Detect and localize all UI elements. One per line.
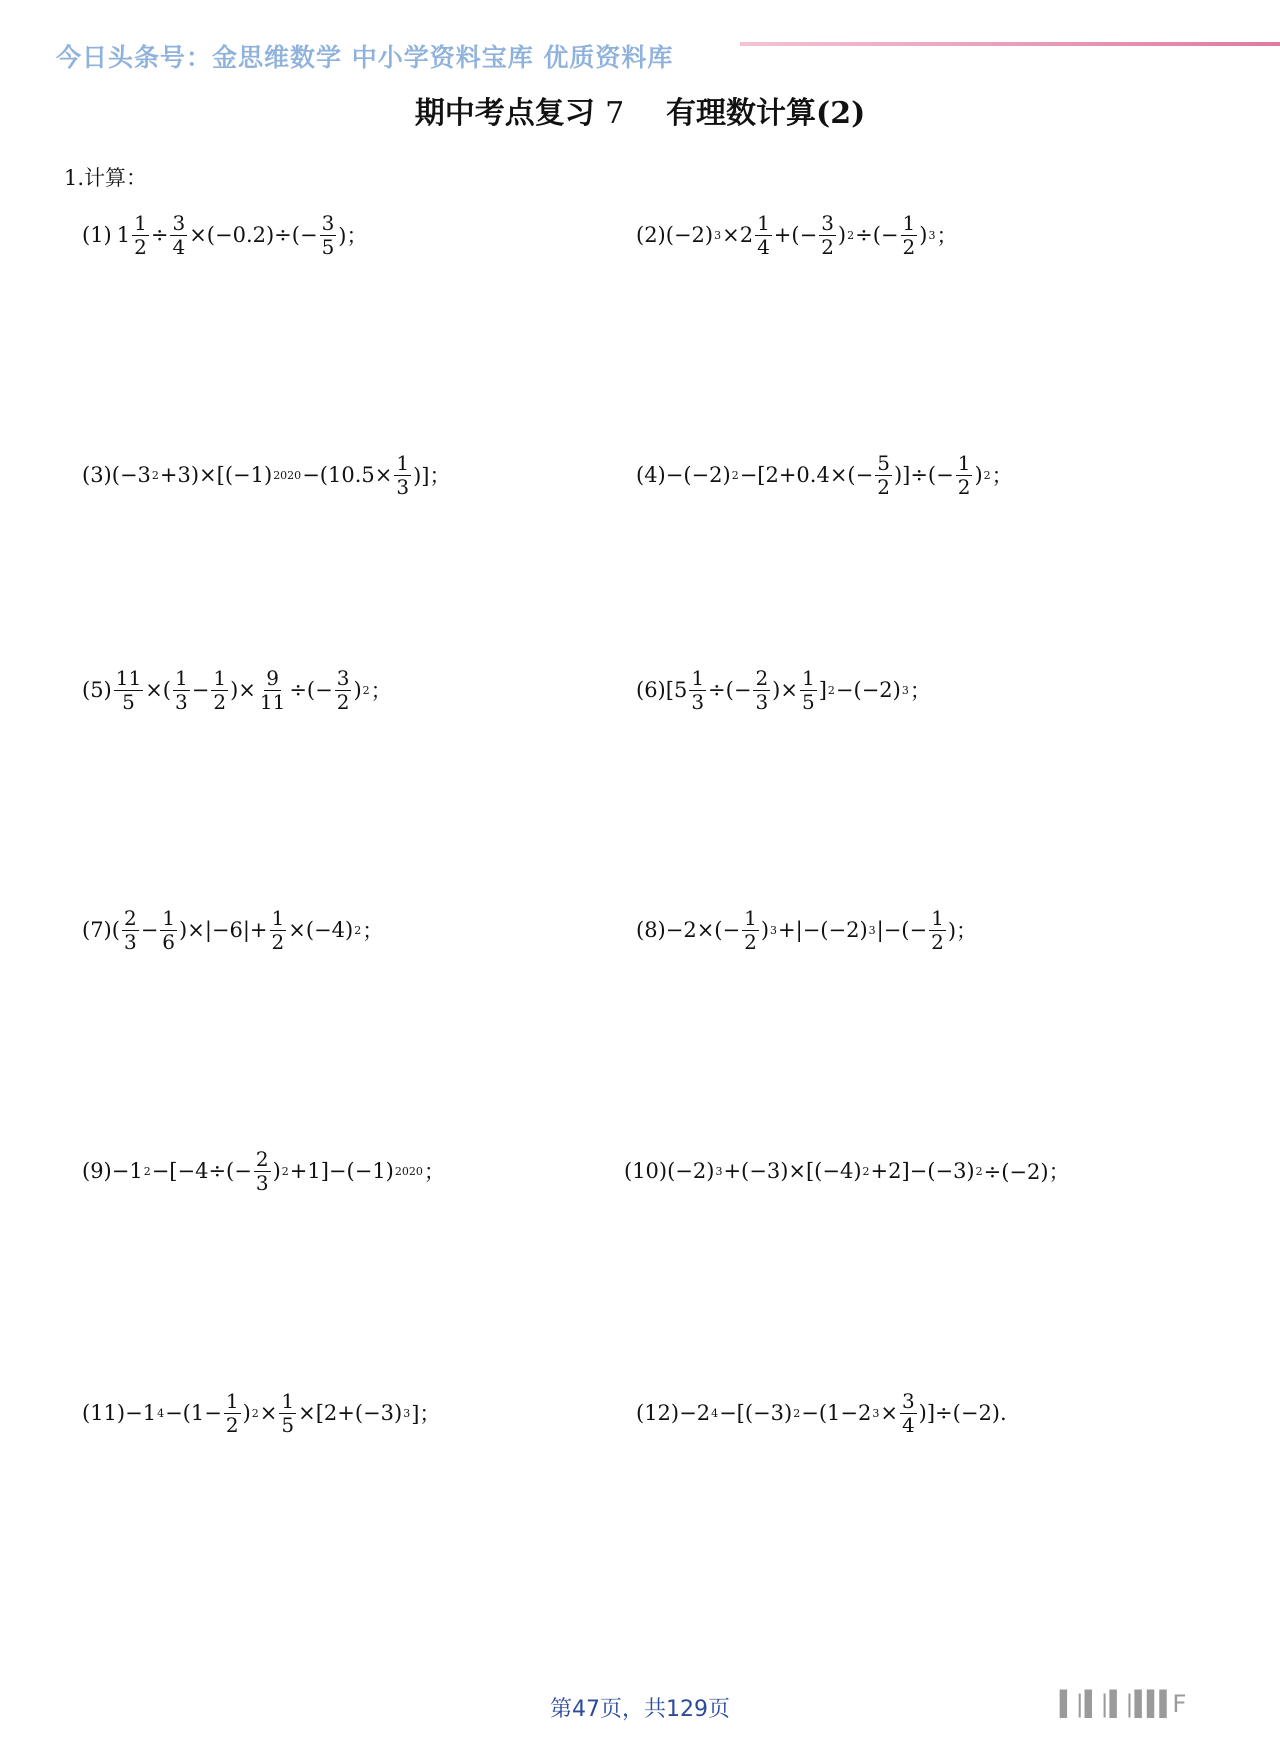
- page-title: [0, 88, 1280, 132]
- title-part-2: 有理数计算(2): [666, 96, 866, 131]
- problem-10: (10)(−2) 3 +(−3)×[(−4) 2 +2]−(−3) 2 ÷(−2)；: [624, 1159, 1070, 1184]
- title-number: 7: [605, 96, 625, 131]
- problem-9: (9)−1 2 −[−4÷(− $\frac{2}{3}$ ) 2 +1]−(−1) 2020 ；: [82, 1146, 445, 1195]
- problem-2: (2)(−2) 3 ×2 $\frac{1}{4}$ +(− $\frac{3}{2}$ ) 2 ÷(− $\frac{1}{2}$ ) 3 ；: [636, 210, 958, 259]
- question-label: 1.计算：: [64, 166, 148, 190]
- title-part-1: 期中考点复习: [414, 96, 595, 131]
- problem-1: (1) 1 $\frac{1}{2}$ ÷ $\frac{3}{4}$ ×(−0.2)÷(− $\frac{3}{5}$ )；: [82, 210, 368, 259]
- page-indicator: 第47页，共129页: [550, 1697, 730, 1722]
- problem-11: (11)−1 4 −(1− $\frac{1}{2}$ ) 2 × $\frac{1}{5}$ ×[2+(−3) 3 ]；: [82, 1388, 441, 1437]
- problem-3: (3)(−3 2 +3)×[(−1) 2020 −(10.5× $\frac{1}{3}$ )]；: [82, 450, 451, 499]
- problem-12: (12)−2 4 −[(−3) 2 −(1−2 3 × $\frac{3}{4}$ )]÷(−2).: [636, 1388, 1007, 1437]
- problem-6: (6)[5 $\frac{1}{3}$ ÷(− $\frac{2}{3}$ )× $\frac{1}{5}$ ] 2 −(−2) 3 ；: [636, 665, 931, 714]
- decorative-bars: ▌|▌|▌|▌▌▌F: [1060, 1690, 1185, 1718]
- problem-5: (5) $\frac{11}{5}$ ×( $\frac{1}{3}$ − $\frac{1}{2}$ )× $\frac{9}{11}$ ÷(− $\frac{3}{2}$ ) 2 ；: [82, 665, 392, 714]
- watermark-text: 今日头条号：金思维数学 中小学资料宝库 优质资料库: [56, 43, 674, 72]
- problem-7: (7)( $\frac{2}{3}$ − $\frac{1}{6}$ )×|−6|+ $\frac{1}{2}$ ×(−4) 2 ；: [82, 905, 384, 954]
- problem-8: (8)−2×(− $\frac{1}{2}$ ) 3 +|−(−2) 3 |−(− $\frac{1}{2}$ )；: [636, 905, 978, 954]
- decorative-line: [740, 42, 1280, 46]
- problem-4: (4)−(−2) 2 −[2+0.4×(− $\frac{5}{2}$ )]÷(− $\frac{1}{2}$ ) 2 ；: [636, 450, 1013, 499]
